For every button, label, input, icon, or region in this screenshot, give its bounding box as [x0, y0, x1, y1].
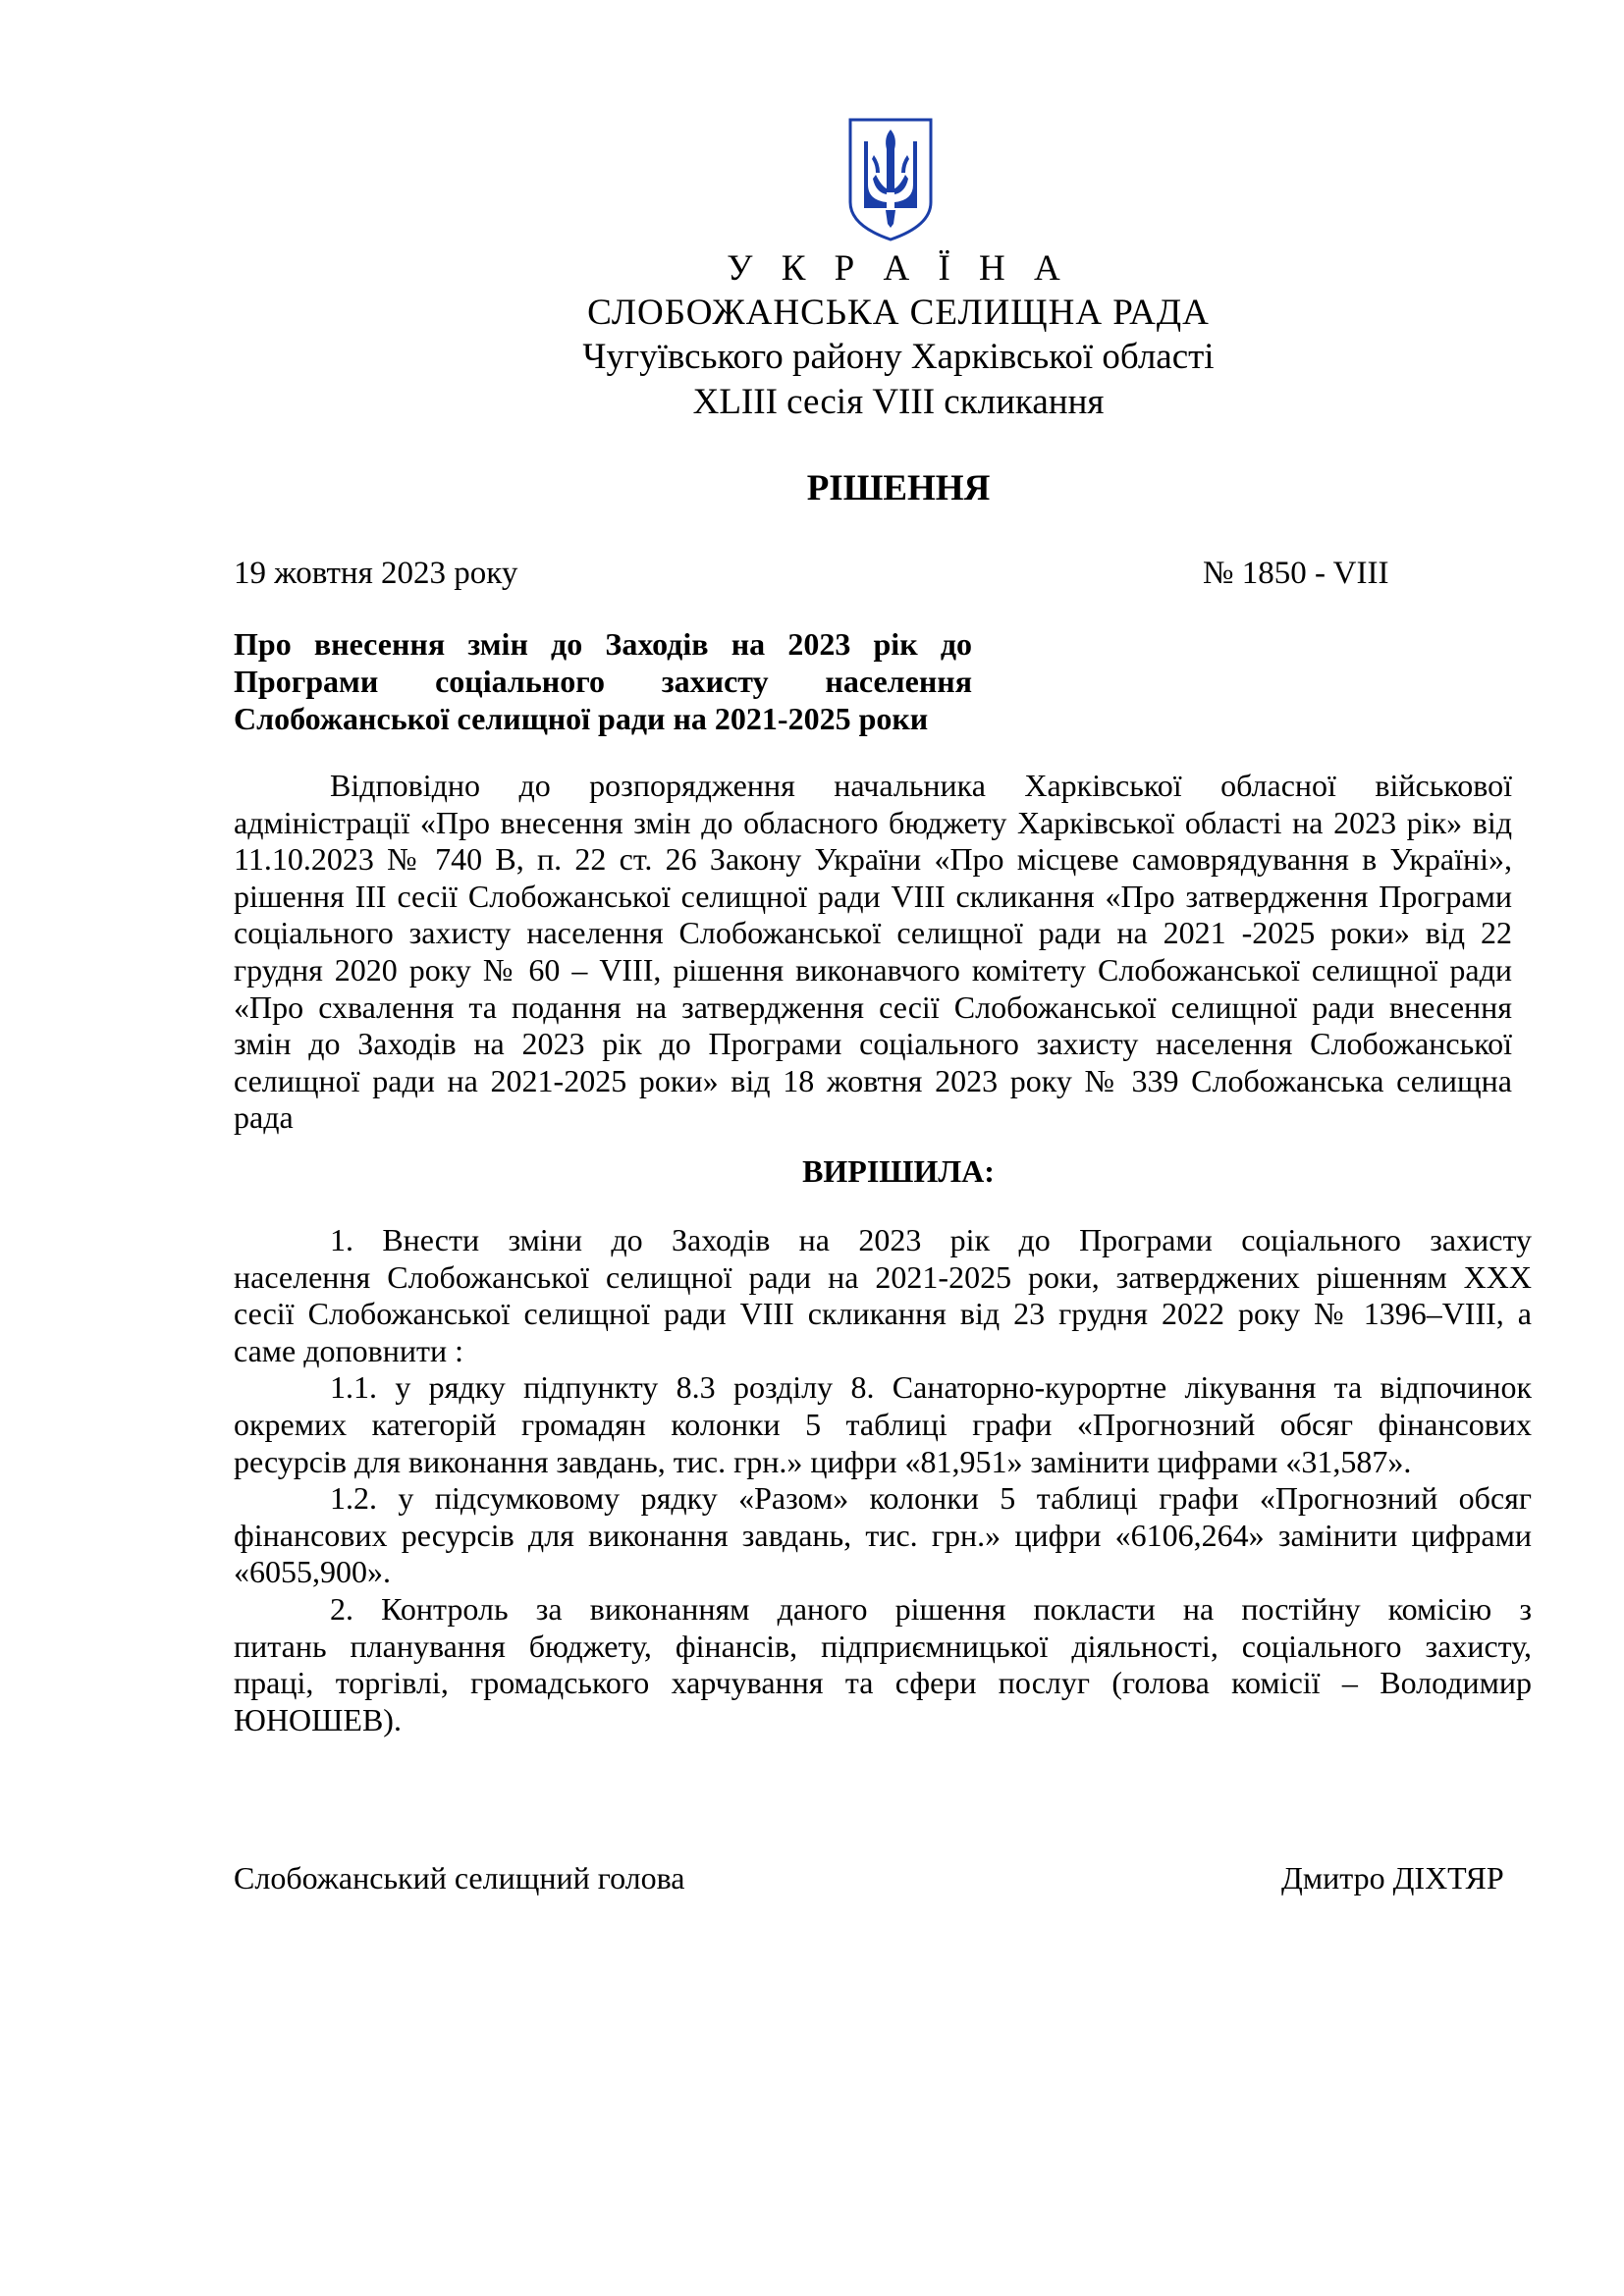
document-date: 19 жовтня 2023 року — [234, 556, 518, 591]
preamble-line: соціального захисту населення Слобожанської селищної ради на 2021 -2025 роки» від 22 — [234, 915, 1512, 951]
item-line: населення Слобожанської селищної ради на 2021-2025 роки, затверджених рішенням XXX — [234, 1258, 1532, 1295]
document-subject — [234, 625, 972, 737]
item-line: 1.2. у підсумковому рядку «Разом» колонки 5 таблиці графи «Прогнозний обсяг — [330, 1480, 1532, 1517]
resolution-items — [234, 1222, 1532, 1738]
session-name: XLIII сесія VIII скликання — [692, 382, 1105, 422]
preamble-line: рада — [234, 1099, 294, 1136]
item-line: питань планування бюджету, фінансів, підприємницької діяльності, соціального захисту, — [234, 1628, 1532, 1664]
preamble-line: «Про схвалення та подання на затвердження сесії Слобожанської селищної ради внесення — [234, 988, 1512, 1025]
document-type-title: РІШЕННЯ — [806, 468, 991, 508]
item-line: 2. Контроль за виконанням даного рішення покласти на постійну комісію з — [330, 1590, 1532, 1627]
preamble-line: адміністрації «Про внесення змін до обласного бюджету Харківської області на 2023 рік» від — [234, 804, 1512, 840]
council-name: СЛОБОЖАНСЬКА СЕЛИЩНА РАДА — [587, 293, 1210, 333]
subject-line: Про внесення змін до Заходів на 2023 рік до — [234, 626, 972, 662]
preamble-line: рішення ІІІ сесії Слобожанської селищної ради VIII скликання «Про затвердження Програми — [234, 878, 1512, 914]
document-number: № 1850 - VIII — [1203, 556, 1389, 591]
item-line: сесії Слобожанської селищної ради VIII скликання від 23 грудня 2022 року № 1396–VIII, а — [234, 1296, 1532, 1332]
preamble-paragraph — [234, 768, 1512, 1137]
resolved-heading: ВИРІШИЛА: — [802, 1153, 995, 1189]
item-line: фінансових ресурсів для виконання завдань, тис. грн.» цифри «6106,264» замінити цифрами — [234, 1517, 1532, 1553]
preamble-line: Відповідно до розпорядження начальника Харківської обласної військової — [330, 768, 1512, 803]
item-line: 1.1. у рядку підпункту 8.3 розділу 8. Санаторно-курортне лікування та відпочинок — [330, 1369, 1532, 1406]
preamble-line: грудня 2020 року № 60 – VIII, рішення виконавчого комітету Слобожанської селищної ради — [234, 951, 1512, 988]
subject-line: Слобожанської селищної ради на 2021-2025 роки — [234, 701, 929, 736]
preamble-line: селищної ради на 2021-2025 роки» від 18 жовтня 2023 року № 339 Слобожанська селищна — [234, 1062, 1512, 1098]
preamble-line: змін до Заходів на 2023 рік до Програми соціального захисту населення Слобожанської — [234, 1026, 1512, 1062]
item-line: 1. Внести зміни до Заходів на 2023 рік до Програми соціального захисту — [330, 1222, 1532, 1257]
country-title: У К Р А Ї Н А — [727, 248, 1070, 289]
signatory-name: Дмитро ДІХТЯР — [1281, 1860, 1504, 1896]
item-line: «6055,900». — [234, 1554, 391, 1590]
item-line: праці, торгівлі, громадського харчування та сфери послуг (голова комісії – Володимир — [234, 1665, 1532, 1701]
item-line: ресурсів для виконання завдань, тис. грн.» цифри «81,951» замінити цифрами «31,587». — [234, 1443, 1412, 1479]
item-line: ЮНОШЕВ). — [234, 1701, 402, 1737]
subject-line: Програми соціального захисту населення — [234, 664, 972, 699]
preamble-line: 11.10.2023 № 740 В, п. 22 ст. 26 Закону України «Про місцеве самоврядування в Україні», — [234, 841, 1512, 878]
item-line: саме доповнити : — [234, 1332, 464, 1368]
district-name: Чугуївського району Харківської області — [582, 337, 1215, 377]
trident-icon — [846, 116, 935, 243]
item-line: окремих категорій громадян колонки 5 таблиці графи «Прогнозний обсяг фінансових — [234, 1406, 1532, 1442]
signatory-position: Слобожанський селищний голова — [234, 1860, 685, 1896]
